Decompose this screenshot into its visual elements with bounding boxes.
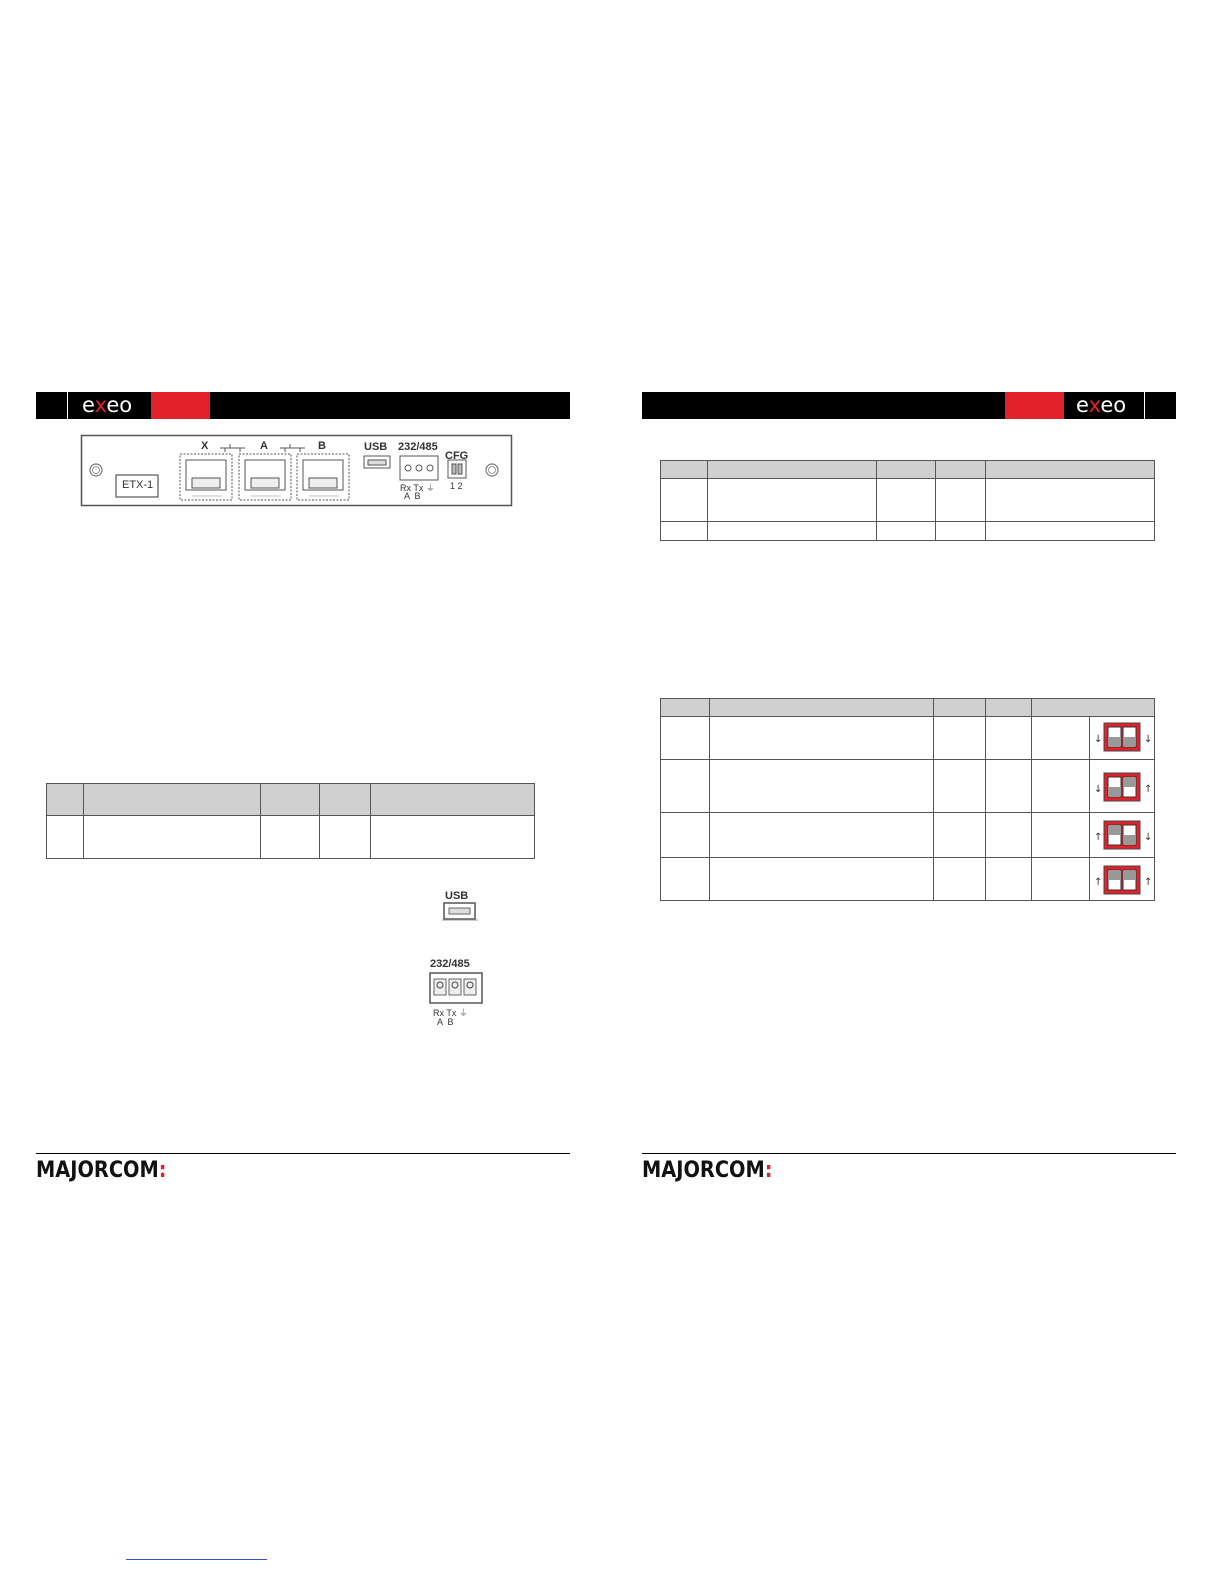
dip-switch-right-knob [1124,835,1135,844]
left-spec-table [46,783,535,859]
table-header-row [661,699,1155,717]
arrow-up-icon: ↑ [1094,877,1103,888]
usb-callout-label: USB [445,890,469,902]
dip-switch-icon [1092,720,1154,754]
right-footer-brand: MAJORCOM: [642,1158,773,1183]
left-footer-brand: MAJORCOM: [36,1158,167,1183]
port-b-label: B [318,440,326,452]
table-row [661,760,1155,813]
left-exeo-logo: exeo [82,393,133,417]
arrow-down-icon: ↓ [1144,832,1153,843]
left-header-separator [67,392,68,419]
right-header-separator [1144,392,1145,419]
arrow-down-icon: ↓ [1094,784,1103,795]
dip-switch-left-knob [1109,787,1120,796]
table-row [661,813,1155,858]
dip-switch-right-knob [1124,778,1135,787]
cfg-label: CFG [445,450,469,462]
arrow-down-icon: ↓ [1144,734,1153,745]
right-footer-rule [642,1153,1176,1154]
table-header-row [47,784,535,816]
dip-switch-right-knob [1124,871,1135,880]
right-exeo-logo: exeo [1076,393,1127,417]
hyperlink-underline[interactable] [126,1559,267,1560]
serial-pins-bottom: A B [404,491,421,501]
usb-port-icon [442,901,478,923]
dip-switch-table [660,698,1155,901]
arrow-up-icon: ↑ [1144,784,1153,795]
usb-label: USB [364,441,388,453]
serial-callout-pins-bottom: A B [437,1017,454,1027]
dip-switch-icon [1092,770,1154,804]
table-row [661,479,1155,522]
cfg-switch-numbers: 1 2 [450,481,463,491]
dip-switch-icon [1092,818,1154,852]
arrow-up-icon: ↑ [1144,877,1153,888]
arrow-up-icon: ↑ [1094,832,1103,843]
etx1-panel-diagram [80,434,514,508]
table-row [47,816,535,859]
module-label: ETX-1 [122,479,154,491]
port-x-label: X [201,440,209,452]
right-spec-table [660,460,1155,541]
right-header-accent [1005,392,1064,419]
table-row [661,717,1155,760]
serial-connector-icon [428,971,484,1005]
dip-switch-left-knob [1109,826,1120,835]
serial-callout-label: 232/485 [430,958,470,970]
port-a-label: A [260,440,268,452]
dip-switch-left-knob [1109,737,1120,746]
serial-pins-top: Rx Tx ⏚ [400,483,435,493]
dip-switch-right-knob [1124,737,1135,746]
left-header-accent [151,392,210,419]
left-footer-rule [36,1153,570,1154]
arrow-down-icon: ↓ [1094,734,1103,745]
serial-callout-pins-top: Rx Tx ⏚ [433,1008,468,1018]
table-header-row [661,461,1155,479]
serial-label: 232/485 [398,441,438,453]
table-row [661,858,1155,901]
table-row [661,522,1155,541]
dip-switch-icon [1092,863,1154,897]
dip-switch-left-knob [1109,871,1120,880]
